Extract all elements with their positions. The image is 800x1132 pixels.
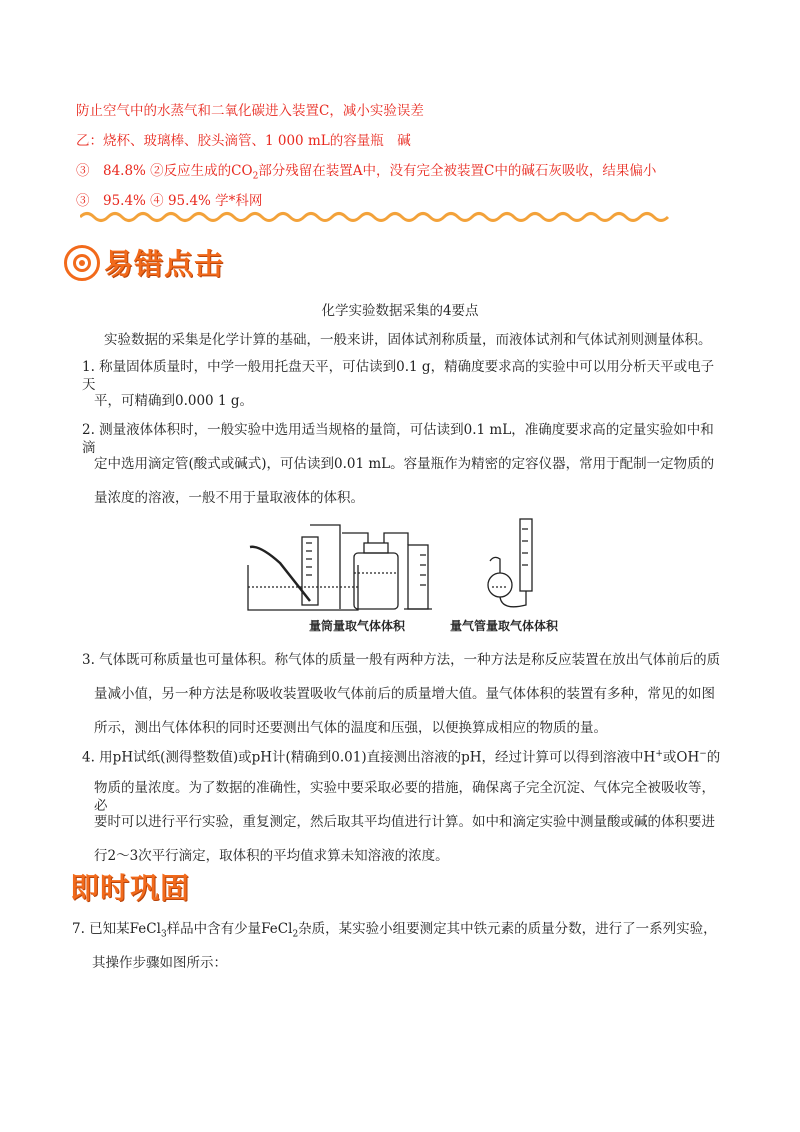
caption-cylinder: 量筒量取气体体积 — [309, 619, 406, 633]
item-2-line-3: 量浓度的溶液，一般不用于量取液体的体积。 — [94, 490, 364, 506]
answer-line-3-a: ③ 84.8% ②反应生成的CO — [76, 163, 253, 179]
answer-line-2: 乙：烧杯、玻璃棒、胶头滴管、1 000 mL的容量瓶 碱 — [76, 133, 411, 149]
wave-divider — [80, 210, 670, 224]
item-2-line-1: 2. 测量液体体积时，一般实验中选用适当规格的量筒，可估读到0.1 mL，准确度要求高的定量实验如中和滴 — [82, 422, 714, 456]
item-4-text-c: 的 — [706, 749, 721, 766]
item-2 — [82, 421, 722, 523]
item-4-line-3: 要时可以进行平行实验，重复测定，然后取其平均值进行计算。如中和滴定实验中测量酸或碱的体积要进 — [94, 814, 715, 830]
article-title: 化学实验数据采集的4要点 — [321, 303, 479, 319]
gas-burette — [520, 519, 532, 591]
question-7-line-2: 其操作步骤如图所示： — [92, 955, 227, 971]
item-1-line-2: 平，可精确到0.000 1 g。 — [94, 393, 253, 409]
item-3 — [82, 651, 722, 753]
item-3-line-2: 量减小值，另一种方法是称吸收装置吸收气体前后的质量增大值。量气体体积的装置有多种，常见的如图 — [94, 686, 715, 702]
apparatus-figure — [240, 515, 570, 615]
answer-line-3-sub: 2 — [252, 171, 259, 182]
answer-line-3-b: 部分残留在装置A中，没有完全被装置C中的碱石灰吸收，结果偏小 — [258, 163, 657, 179]
answer-line-3 — [76, 159, 656, 182]
item-4 — [82, 745, 722, 881]
section-heading-practice — [70, 866, 190, 907]
item-3-line-3: 所示，测出气体体积的同时还要测出气体的温度和压强，以便换算成相应的物质的量。 — [94, 720, 607, 736]
item-4-sup-2: − — [699, 749, 707, 759]
section-heading-errors — [64, 242, 224, 283]
item-2-line-2: 定中选用滴定管(酸式或碱式)，可估读到0.01 mL。容量瓶作为精密的定容仪器，常用于配制一定物质的 — [94, 456, 715, 472]
item-1-line-1: 1. 称量固体质量时，中学一般用托盘天平，可估读到0.1 g，精确度要求高的实验中可以用分析天平或电子天 — [82, 359, 715, 393]
q7-text-b: 样品中含有少量FeCl — [166, 921, 293, 937]
answer-line-4: ③ 95.4% ④ 95.4% 学*科网 — [76, 193, 263, 209]
q7-sub-2: 2 — [292, 929, 299, 940]
article-intro: 实验数据的采集是化学计算的基础，一般来讲，固体试剂称质量，而液体试剂和气体试剂则测量体积。 — [104, 332, 712, 348]
question-7-line-1 — [72, 920, 732, 954]
target-icon — [64, 245, 100, 281]
round-flask — [488, 573, 512, 597]
item-4-text-a: 4. 用pH试纸(测得整数值)或pH计(精确到0.01)直接测出溶液的pH，经过计算可以得到溶液中H — [82, 749, 656, 766]
item-1 — [82, 358, 722, 426]
item-3-line-1: 3. 气体既可称质量也可量体积。称气体的质量一般有两种方法，一种方法是称反应装置在放出气体前后的质 — [82, 652, 721, 668]
section-heading-text: 易错点击 — [104, 247, 225, 281]
item-4-line-2: 物质的量浓度。为了数据的准确性，实验中要采取必要的措施，确保离子完全沉淀、气体完全被吸收等，必 — [94, 780, 715, 814]
item-4-text-b: 或OH — [662, 749, 700, 766]
item-4-sup-1: + — [655, 749, 663, 759]
caption-burette: 量气管量取气体体积 — [450, 619, 559, 633]
section-heading-practice-text: 即时巩固 — [70, 871, 191, 905]
item-4-line-4: 行2～3次平行滴定，取体积的平均值求算未知溶液的浓度。 — [94, 848, 449, 864]
gas-bottle — [354, 553, 398, 609]
q7-text-c: 杂质，某实验小组要测定其中铁元素的质量分数，进行了一系列实验， — [298, 921, 717, 937]
q7-sub-1: 3 — [160, 929, 167, 940]
question-7 — [72, 920, 732, 988]
q7-text-a: 7. 已知某FeCl — [72, 921, 161, 937]
answer-line-1: 防止空气中的水蒸气和二氧化碳进入装置C，减小实验误差 — [76, 103, 424, 119]
item-4-line-1 — [82, 745, 722, 779]
